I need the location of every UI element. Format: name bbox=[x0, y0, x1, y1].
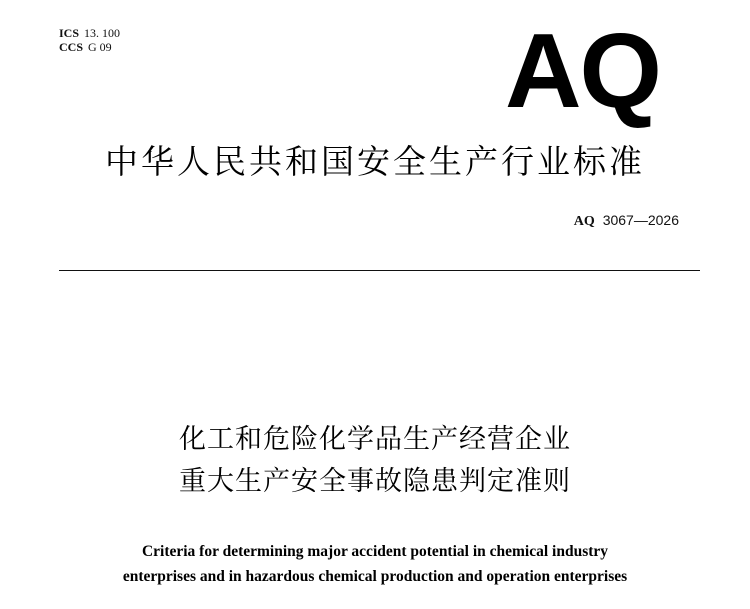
horizontal-divider bbox=[59, 270, 700, 271]
classification-codes bbox=[59, 26, 120, 54]
ics-label: ICS bbox=[59, 26, 80, 40]
title-en-line-1: Criteria for determining major accident potential in chemical industry bbox=[141, 543, 609, 560]
standard-category-heading: 中华人民共和国安全生产行业标准 bbox=[105, 142, 645, 181]
title-cn-line-2: 重大生产安全事故隐患判定准则 bbox=[179, 466, 571, 497]
title-cn-line-1: 化工和危险化学品生产经营企业 bbox=[179, 424, 571, 455]
document-title-english bbox=[0, 539, 750, 589]
aq-logo: AQ bbox=[505, 12, 660, 130]
ics-value: 13. 100 bbox=[84, 26, 121, 40]
standard-number-prefix: AQ bbox=[573, 214, 595, 229]
ccs-row bbox=[59, 40, 120, 54]
standard-number-value: 3067—2026 bbox=[602, 212, 679, 228]
standard-number bbox=[574, 211, 679, 231]
title-en-line-2: enterprises and in hazardous chemical production and operation enterprises bbox=[122, 568, 628, 585]
document-title-chinese bbox=[0, 419, 750, 503]
ccs-label: CCS bbox=[59, 40, 84, 54]
ccs-value: G 09 bbox=[88, 40, 112, 54]
ics-row bbox=[59, 26, 120, 40]
